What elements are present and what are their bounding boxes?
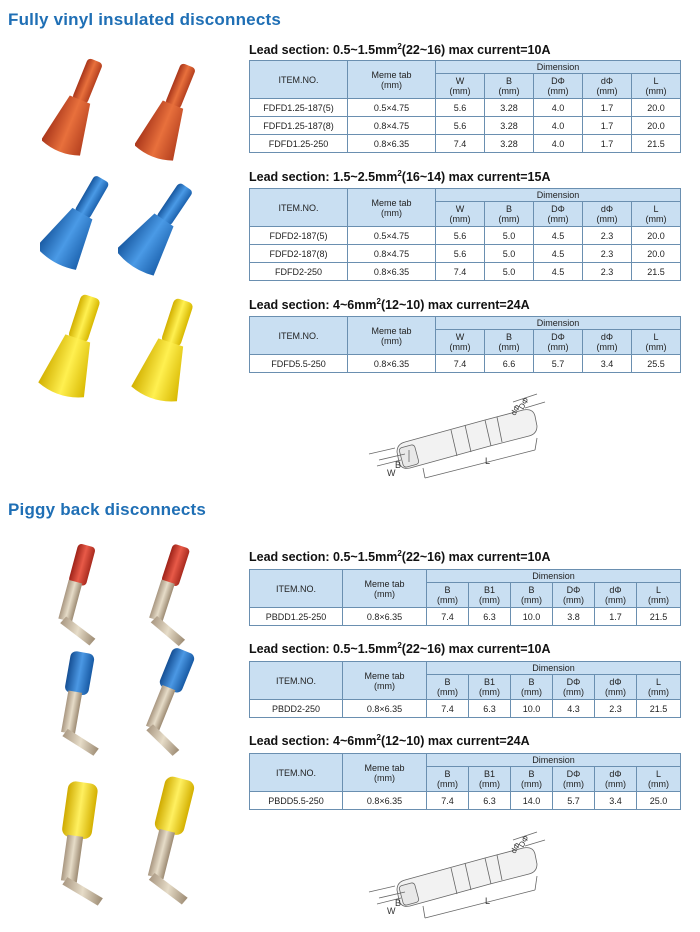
table-cell: 7.4 bbox=[436, 135, 485, 153]
table-cell: 4.0 bbox=[534, 135, 583, 153]
item-number-cell: FDFD1.25-187(5) bbox=[250, 99, 348, 117]
dimension-column-header: B (mm) bbox=[485, 202, 534, 227]
table-cell: 0.8×4.75 bbox=[348, 117, 436, 135]
diagram-label-w: W bbox=[387, 468, 396, 478]
item-number-cell: FDFD2-187(5) bbox=[250, 227, 348, 245]
dimension-column-header: dΦ (mm) bbox=[595, 583, 637, 608]
table-cell: 7.4 bbox=[427, 792, 469, 810]
table-row bbox=[250, 227, 681, 245]
table-cell: 3.28 bbox=[485, 117, 534, 135]
dimension-column-header: DΦ (mm) bbox=[553, 767, 595, 792]
dimension-column-header: dΦ (mm) bbox=[583, 202, 632, 227]
table-cell: 2.3 bbox=[595, 700, 637, 718]
dimension-column-header: W (mm) bbox=[436, 330, 485, 355]
table-cell: 2.3 bbox=[583, 263, 632, 281]
fully-insulated-dimension-diagram bbox=[365, 380, 560, 490]
table-row bbox=[250, 99, 681, 117]
diagram-label-w: W bbox=[387, 906, 396, 916]
item-number-cell: FDFD5.5-250 bbox=[250, 355, 348, 373]
red-piggyback-image-left bbox=[38, 540, 113, 650]
item-number-cell: FDFD2-187(8) bbox=[250, 245, 348, 263]
dimension-column-header: DΦ (mm) bbox=[534, 202, 583, 227]
red-piggyback-image-right bbox=[130, 540, 205, 650]
dimension-header: Dimension bbox=[436, 189, 681, 202]
dimension-column-header: W (mm) bbox=[436, 202, 485, 227]
yellow-piggyback-image-left bbox=[34, 780, 119, 910]
table-cell: 5.6 bbox=[436, 245, 485, 263]
table-cell: 3.4 bbox=[595, 792, 637, 810]
table-cell: 7.4 bbox=[436, 355, 485, 373]
dimension-column-header: B (mm) bbox=[511, 583, 553, 608]
diagram-label-l: L bbox=[485, 896, 491, 906]
item-number-cell: FDFD1.25-187(8) bbox=[250, 117, 348, 135]
dimension-column-header: dΦ (mm) bbox=[595, 767, 637, 792]
item-no-header: ITEM.NO. bbox=[250, 189, 348, 227]
table-cell: 7.4 bbox=[427, 608, 469, 626]
table-cell: 1.7 bbox=[583, 135, 632, 153]
lead-section-label: Lead section: $4\sim 6mm^2(12\sim 10)$ max current=24A bbox=[249, 733, 530, 749]
table-cell: 0.8×6.35 bbox=[348, 263, 436, 281]
dimension-column-header: L (mm) bbox=[632, 330, 681, 355]
meme-tab-header: Meme tab (mm) bbox=[343, 754, 427, 792]
item-number-cell: PBDD2-250 bbox=[250, 700, 343, 718]
table-cell: 6.3 bbox=[469, 608, 511, 626]
table-cell: 20.0 bbox=[632, 245, 681, 263]
blue-piggyback-image-right bbox=[125, 645, 205, 760]
table-cell: 4.5 bbox=[534, 263, 583, 281]
table-cell: 6.3 bbox=[469, 792, 511, 810]
table-row bbox=[250, 792, 681, 810]
table-cell: 21.5 bbox=[637, 608, 681, 626]
table-cell: 2.3 bbox=[583, 227, 632, 245]
lead-section-label: Lead section: $4\sim 6mm^2(12\sim 10)$ max current=24A bbox=[249, 297, 530, 313]
dimension-column-header: B (mm) bbox=[427, 675, 469, 700]
item-no-header: ITEM.NO. bbox=[250, 317, 348, 355]
table-cell: 3.28 bbox=[485, 135, 534, 153]
table-cell: 0.8×6.35 bbox=[343, 700, 427, 718]
table-cell: 0.8×6.35 bbox=[343, 608, 427, 626]
table-cell: 5.7 bbox=[534, 355, 583, 373]
dimension-header: Dimension bbox=[427, 754, 681, 767]
dimension-column-header: dΦ (mm) bbox=[583, 330, 632, 355]
red-disconnect-image-right bbox=[135, 60, 205, 165]
dimension-header: Dimension bbox=[436, 61, 681, 74]
table-cell: 4.5 bbox=[534, 245, 583, 263]
table-cell: 5.7 bbox=[553, 792, 595, 810]
dimension-column-header: DΦ (mm) bbox=[534, 74, 583, 99]
table-cell: 21.5 bbox=[632, 135, 681, 153]
lead-section-label: Lead section: $0.5\sim 1.5mm^2(22\sim 16)$ max current=10A bbox=[249, 549, 551, 565]
dimension-column-header: DΦ (mm) bbox=[553, 583, 595, 608]
meme-tab-header: Meme tab (mm) bbox=[343, 662, 427, 700]
table-cell: 21.5 bbox=[632, 263, 681, 281]
dimension-column-header: B (mm) bbox=[485, 74, 534, 99]
lead-section-label: Lead section: $0.5\sim 1.5mm^2(22\sim 16)$ max current=10A bbox=[249, 641, 551, 657]
dimension-column-header: DΦ (mm) bbox=[553, 675, 595, 700]
table-cell: 1.7 bbox=[583, 99, 632, 117]
diagram-label-b: B bbox=[395, 898, 402, 908]
table-cell: 5.0 bbox=[485, 263, 534, 281]
spec-table-pbdd1-25 bbox=[249, 569, 681, 626]
diagram-label-b: B bbox=[395, 460, 402, 470]
spec-table-pbdd5-5 bbox=[249, 753, 681, 810]
table-cell: 0.5×4.75 bbox=[348, 99, 436, 117]
meme-tab-header: Meme tab (mm) bbox=[348, 317, 436, 355]
dimension-column-header: dΦ (mm) bbox=[595, 675, 637, 700]
table-cell: 10.0 bbox=[511, 700, 553, 718]
spec-table-pbdd2 bbox=[249, 661, 681, 718]
diagram-label-d: DΦ bbox=[516, 833, 531, 849]
table-cell: 1.7 bbox=[595, 608, 637, 626]
table-cell: 4.0 bbox=[534, 117, 583, 135]
spec-table-fdfd2 bbox=[249, 188, 681, 281]
dimension-column-header: W (mm) bbox=[436, 74, 485, 99]
table-row bbox=[250, 700, 681, 718]
section-title-fully-vinyl: Fully vinyl insulated disconnects bbox=[8, 10, 281, 29]
table-cell: 4.0 bbox=[534, 99, 583, 117]
blue-disconnect-image-left bbox=[40, 172, 115, 272]
table-row bbox=[250, 117, 681, 135]
dimension-column-header: dΦ (mm) bbox=[583, 74, 632, 99]
table-row bbox=[250, 355, 681, 373]
yellow-piggyback-image-right bbox=[125, 775, 210, 910]
item-no-header: ITEM.NO. bbox=[250, 570, 343, 608]
yellow-disconnect-image-left bbox=[35, 292, 115, 402]
table-cell: 2.3 bbox=[583, 245, 632, 263]
table-cell: 3.28 bbox=[485, 99, 534, 117]
table-cell: 5.6 bbox=[436, 117, 485, 135]
diagram-label-d-small: dΦ bbox=[508, 403, 523, 417]
blue-disconnect-image-right bbox=[118, 178, 198, 278]
table-cell: 20.0 bbox=[632, 117, 681, 135]
table-row bbox=[250, 608, 681, 626]
table-cell: 0.5×4.75 bbox=[348, 227, 436, 245]
table-cell: 5.6 bbox=[436, 99, 485, 117]
item-number-cell: PBDD1.25-250 bbox=[250, 608, 343, 626]
meme-tab-header: Meme tab (mm) bbox=[343, 570, 427, 608]
meme-tab-header: Meme tab (mm) bbox=[348, 61, 436, 99]
spec-table-fdfd1-25 bbox=[249, 60, 681, 153]
diagram-label-d: DΦ bbox=[516, 395, 531, 411]
table-cell: 25.5 bbox=[632, 355, 681, 373]
table-cell: 4.5 bbox=[534, 227, 583, 245]
item-number-cell: PBDD5.5-250 bbox=[250, 792, 343, 810]
diagram-label-l: L bbox=[485, 456, 491, 466]
table-cell: 3.4 bbox=[583, 355, 632, 373]
dimension-column-header: B1 (mm) bbox=[469, 583, 511, 608]
dimension-header: Dimension bbox=[427, 570, 681, 583]
table-cell: 4.3 bbox=[553, 700, 595, 718]
table-cell: 5.0 bbox=[485, 245, 534, 263]
dimension-column-header: B (mm) bbox=[511, 675, 553, 700]
table-cell: 14.0 bbox=[511, 792, 553, 810]
lead-section-label: Lead section: $0.5\sim 1.5mm^2(22\sim 16)$ max current=10A bbox=[249, 42, 551, 58]
section-title-piggy-back: Piggy back disconnects bbox=[8, 500, 207, 519]
table-cell: 20.0 bbox=[632, 227, 681, 245]
table-cell: 7.4 bbox=[436, 263, 485, 281]
table-cell: 5.0 bbox=[485, 227, 534, 245]
dimension-column-header: L (mm) bbox=[637, 675, 681, 700]
table-cell: 7.4 bbox=[427, 700, 469, 718]
table-cell: 5.6 bbox=[436, 227, 485, 245]
diagram-label-d-small: dΦ bbox=[508, 841, 523, 855]
dimension-column-header: B (mm) bbox=[427, 767, 469, 792]
table-cell: 0.8×6.35 bbox=[348, 135, 436, 153]
item-number-cell: FDFD2-250 bbox=[250, 263, 348, 281]
item-no-header: ITEM.NO. bbox=[250, 754, 343, 792]
item-no-header: ITEM.NO. bbox=[250, 61, 348, 99]
table-row bbox=[250, 135, 681, 153]
table-cell: 3.8 bbox=[553, 608, 595, 626]
dimension-header: Dimension bbox=[427, 662, 681, 675]
dimension-column-header: L (mm) bbox=[632, 74, 681, 99]
table-cell: 20.0 bbox=[632, 99, 681, 117]
table-cell: 21.5 bbox=[637, 700, 681, 718]
table-cell: 10.0 bbox=[511, 608, 553, 626]
table-cell: 0.8×4.75 bbox=[348, 245, 436, 263]
piggyback-dimension-diagram bbox=[365, 818, 560, 930]
dimension-header: Dimension bbox=[436, 317, 681, 330]
dimension-column-header: B (mm) bbox=[485, 330, 534, 355]
table-cell: 25.0 bbox=[637, 792, 681, 810]
table-row bbox=[250, 245, 681, 263]
yellow-disconnect-image-right bbox=[128, 296, 208, 406]
table-row bbox=[250, 263, 681, 281]
lead-section-label: Lead section: $1.5\sim 2.5mm^2(16\sim 14)$ max current=15A bbox=[249, 169, 551, 185]
dimension-column-header: B1 (mm) bbox=[469, 675, 511, 700]
item-no-header: ITEM.NO. bbox=[250, 662, 343, 700]
dimension-column-header: DΦ (mm) bbox=[534, 330, 583, 355]
dimension-column-header: B (mm) bbox=[511, 767, 553, 792]
table-cell: 6.6 bbox=[485, 355, 534, 373]
blue-piggyback-image-left bbox=[36, 650, 116, 760]
table-cell: 0.8×6.35 bbox=[343, 792, 427, 810]
dimension-column-header: B (mm) bbox=[427, 583, 469, 608]
item-number-cell: FDFD1.25-250 bbox=[250, 135, 348, 153]
dimension-column-header: L (mm) bbox=[637, 583, 681, 608]
dimension-column-header: B1 (mm) bbox=[469, 767, 511, 792]
spec-table-fdfd5-5 bbox=[249, 316, 681, 373]
dimension-column-header: L (mm) bbox=[632, 202, 681, 227]
table-cell: 1.7 bbox=[583, 117, 632, 135]
red-disconnect-image-left bbox=[42, 55, 112, 160]
meme-tab-header: Meme tab (mm) bbox=[348, 189, 436, 227]
dimension-column-header: L (mm) bbox=[637, 767, 681, 792]
table-cell: 6.3 bbox=[469, 700, 511, 718]
table-cell: 0.8×6.35 bbox=[348, 355, 436, 373]
